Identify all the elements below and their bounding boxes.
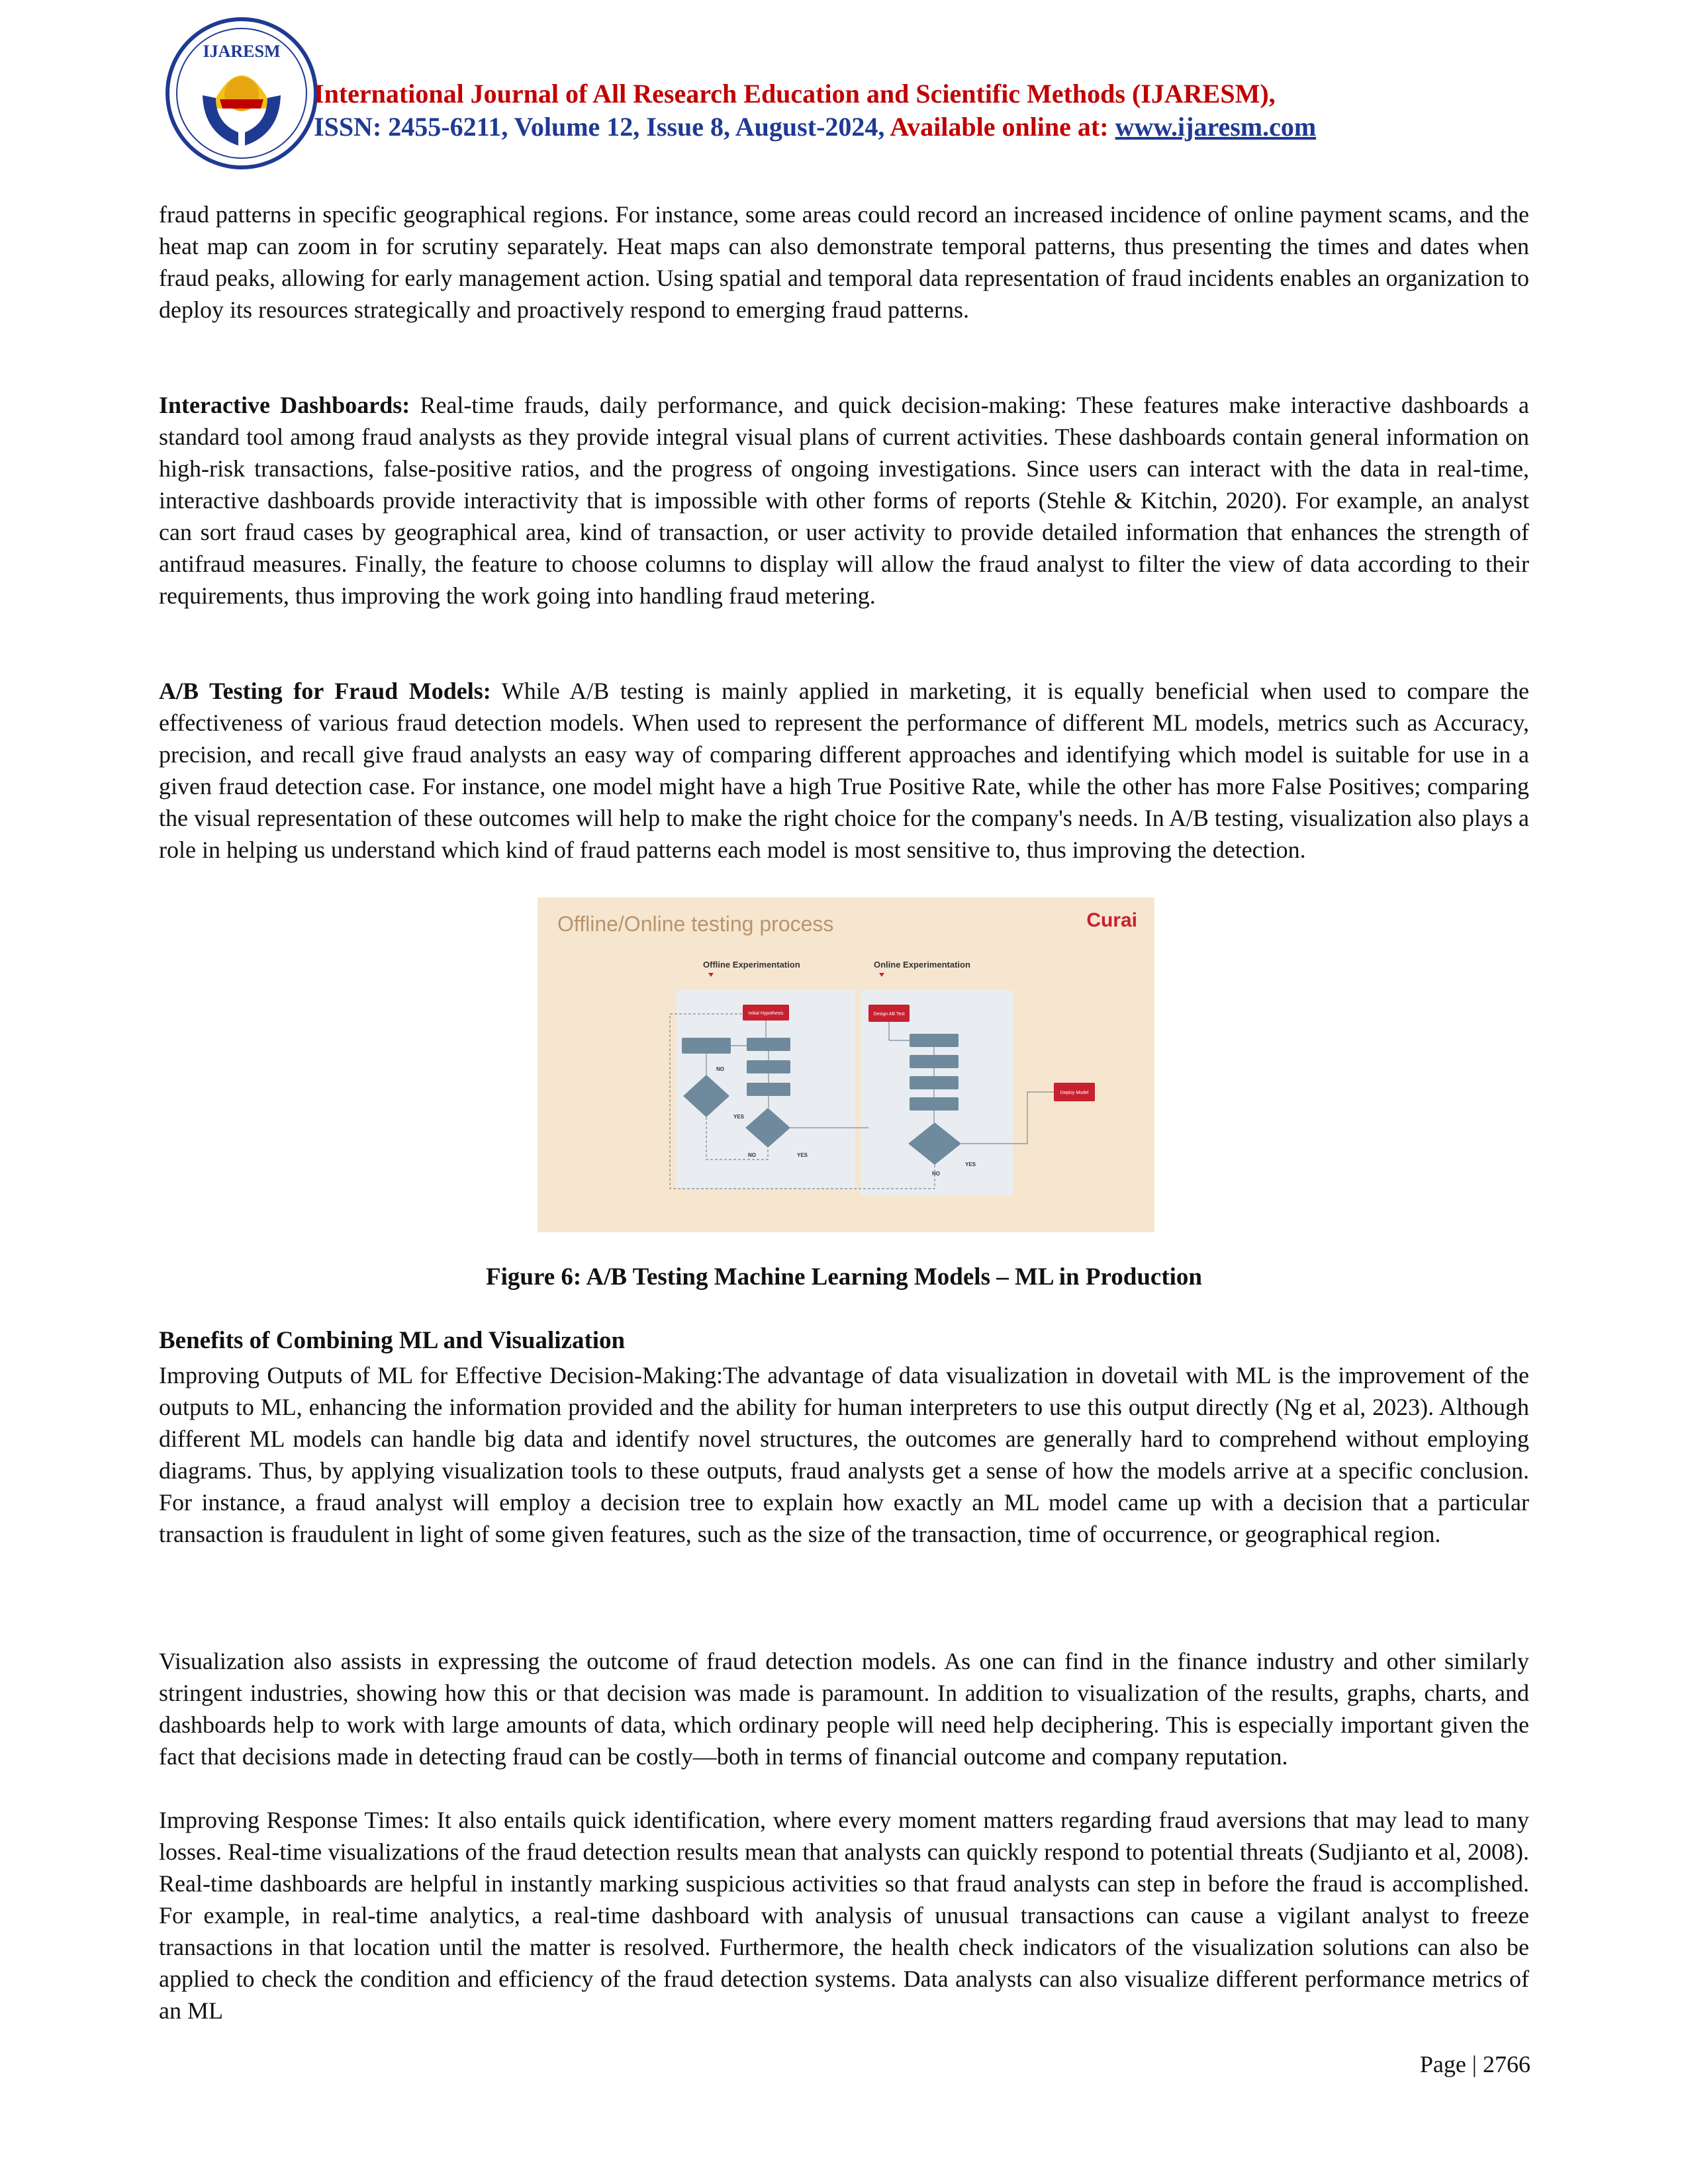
- figure-ab-testing-process: [538, 897, 1154, 1232]
- svg-text:YES: YES: [797, 1152, 808, 1158]
- paragraph-heat-maps: [159, 199, 1529, 326]
- svg-text:NO: NO: [932, 1171, 940, 1177]
- page-number-value: 2766: [1483, 2051, 1530, 2077]
- figure-brand: Curai: [1086, 909, 1137, 931]
- paragraph-interactive-dashboards: [159, 389, 1529, 612]
- svg-text:NO: NO: [716, 1066, 724, 1072]
- figure-title: Offline/Online testing process: [557, 912, 834, 936]
- paragraph-visualization-outcome: [159, 1645, 1529, 1772]
- figure-caption: Figure 6: A/B Testing Machine Learning Models – ML in Production: [486, 1263, 1202, 1291]
- paragraph-text: fraud patterns in specific geographical regions. For instance, some areas could record an increased incidence of online payment scams, and the heat map can zoom in for scrutiny separately. Heat maps can also demonstrate temporal patterns, thus presenting the times and dates when fraud peaks, allowing for early management action. Using spatial and temporal data representation of fraud incidents enables an organization to deploy its resources strategically and proactively respond to emerging fraud patterns.: [159, 201, 1529, 323]
- svg-text:Deploy Model: Deploy Model: [1060, 1091, 1089, 1095]
- page-number: [1420, 2050, 1530, 2078]
- paragraph-improving-outputs: [159, 1359, 1529, 1550]
- journal-url-link[interactable]: www.ijaresm.com: [1115, 112, 1317, 142]
- paragraph-text: Real-time frauds, daily performance, and quick decision-making: These features make interactive dashboards a standard tool among fraud analysts as they provide integral visual plans of current activities. These dashboards contain general information on high-risk transactions, false-positive ratios, and the progress of ongoing investigations. Since users can interact with the data in real-time, interactive dashboards provide interactivity that is impossible with other forms of reports (Stehle & Kitchin, 2020). For example, an analyst can sort fraud cases by geographical area, kind of transaction, or user activity to provide detailed information that enhances the strength of antifraud measures. Finally, the feature to choose columns to display will allow the fraud analyst to filter the view of data according to their requirements, thus improving the work going into handling fraud metering.: [159, 392, 1529, 609]
- online-label: Online Experimentation: [874, 960, 970, 970]
- page-label: Page |: [1419, 2051, 1477, 2077]
- svg-text:Initial Hypothesis: Initial Hypothesis: [748, 1011, 784, 1016]
- paragraph-text: Improving Outputs of ML for Effective Decision-Making:The advantage of data visualization in dovetail with ML is the improvement of the outputs to ML, enhancing the information provided and the ability for human interpreters to use this output directly (Ng et al, 2023). Although different ML models can handle big data and identify novel structures, the outcomes are generally hard to comprehend without employing diagrams. Thus, by applying visualization tools to these outputs, fraud analysts get a sense of how the models arrive at a specific conclusion. For instance, a fraud analyst will employ a decision tree to explain how exactly an ML model came up with a decision that a particular transaction is fraudulent in light of some given features, such as the size of the transaction, time of occurrence, or geographical region.: [159, 1362, 1529, 1547]
- paragraph-text: Visualization also assists in expressing the outcome of fraud detection models. As one can find in the finance industry and other similarly stringent industries, showing how this or that decision was made is paramount. In addition to visualization of the results, graphs, charts, and dashboards help to work with large amounts of data, which ordinary people will need help deciphering. This is especially important given the fact that decisions made in detecting fraud can be costly—both in terms of financial outcome and company reputation.: [159, 1648, 1529, 1770]
- section-heading: Benefits of Combining ML and Visualization: [159, 1327, 626, 1354]
- process-diagram: [538, 897, 1154, 1232]
- paragraph-ab-testing: [159, 675, 1529, 866]
- paragraph-heading: A/B Testing for Fraud Models:: [159, 678, 491, 704]
- svg-text:YES: YES: [965, 1161, 976, 1167]
- logo-text: IJARESM: [203, 42, 281, 61]
- svg-text:YES: YES: [733, 1114, 745, 1120]
- journal-issue-line: [314, 111, 1316, 142]
- paragraph-text: While A/B testing is mainly applied in marketing, it is equally beneficial when used to compare the effectiveness of various fraud detection models. When used to represent the performance of different ML models, metrics such as Accuracy, precision, and recall give fraud analysts an easy way of comparing different approaches and identifying which model is suitable for use in a given fraud detection case. For instance, one model might have a high True Positive Rate, while the other has more False Positives; comparing the visual representation of these outcomes will help to make the right choice for the company's needs. In A/B testing, visualization also plays a role in helping us understand which kind of fraud patterns each model is most sensitive to, thus improving the detection.: [159, 678, 1529, 863]
- paragraph-text: Improving Response Times: It also entails quick identification, where every moment matters regarding fraud aversions that may lead to many losses. Real-time visualizations of the fraud detection results mean that analysts can quickly respond to potential threats (Sudjianto et al, 2008). Real-time dashboards are helpful in instantly marking suspicious activities so that fraud analysts can step in before the fraud is accomplished. For example, in real-time analytics, a real-time dashboard with analysis of unusual transactions can cause a vigilant analyst to freeze transactions in that location until the matter is resolved. Furthermore, the health check indicators of the visualization solutions can also be applied to check the condition and efficiency of the fraud detection systems. Data analysts can also visualize different performance metrics of an ML: [159, 1807, 1529, 2024]
- paragraph-heading: Interactive Dashboards:: [159, 392, 410, 418]
- available-online-label: Available online at:: [890, 112, 1109, 142]
- offline-label: Offline Experimentation: [703, 960, 800, 970]
- journal-title: International Journal of All Research Education and Scientific Methods (IJARESM),: [314, 79, 1276, 109]
- svg-text:NO: NO: [748, 1152, 756, 1158]
- journal-logo: [164, 16, 319, 171]
- paragraph-response-times: [159, 1804, 1529, 2026]
- svg-text:Design AB Test: Design AB Test: [873, 1012, 905, 1017]
- issn-info: ISSN: 2455-6211, Volume 12, Issue 8, August-2024,: [314, 112, 885, 142]
